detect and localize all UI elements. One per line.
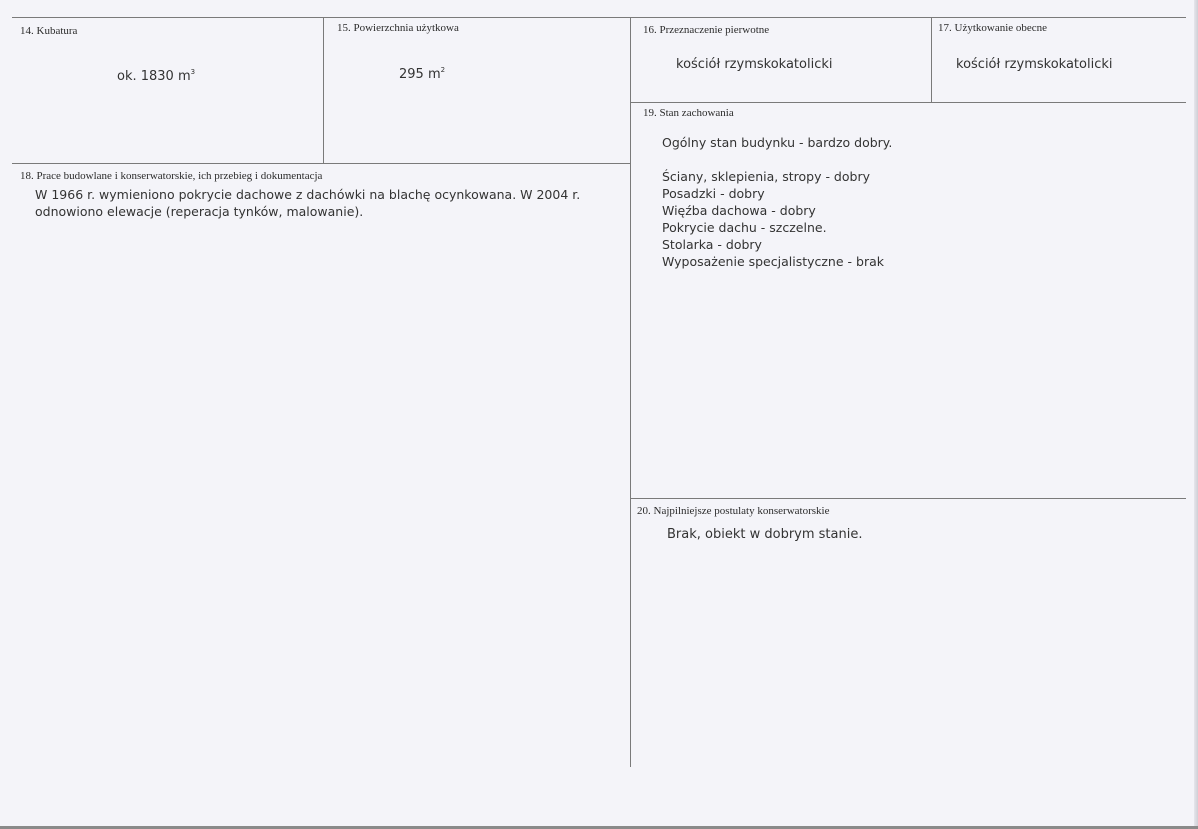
postulaty-value: Brak, obiekt w dobrym stanie. bbox=[667, 527, 863, 542]
top-border-line bbox=[12, 17, 1186, 18]
prace-line: odnowiono elewacje (reperacja tynków, malowanie). bbox=[35, 204, 364, 219]
przeznaczenie-value: kościół rzymskokatolicki bbox=[676, 57, 833, 72]
prace-label: 18. Prace budowlane i konserwatorskie, ich przebieg i dokumentacja bbox=[20, 170, 323, 182]
divider-14-15 bbox=[323, 17, 324, 163]
divider-16-17 bbox=[931, 17, 932, 102]
line-under-16-17 bbox=[630, 102, 1186, 103]
kubatura-unit-sup: 3 bbox=[190, 68, 196, 76]
stan-item: Wyposażenie specjalistyczne - brak bbox=[662, 254, 884, 269]
powierzchnia-unit-sup: 2 bbox=[440, 66, 446, 74]
prace-text bbox=[35, 186, 625, 220]
uzytkowanie-label: 17. Użytkowanie obecne bbox=[938, 22, 1048, 34]
line-above-20 bbox=[630, 498, 1186, 499]
stan-label: 19. Stan zachowania bbox=[643, 107, 734, 119]
stan-item: Pokrycie dachu - szczelne. bbox=[662, 220, 827, 235]
stan-general: Ogólny stan budynku - bardzo dobry. bbox=[662, 135, 893, 150]
powierzchnia-label: 15. Powierzchnia użytkowa bbox=[337, 22, 459, 34]
stan-item: Stolarka - dobry bbox=[662, 237, 762, 252]
powierzchnia-value bbox=[399, 66, 445, 82]
uzytkowanie-value: kościół rzymskokatolicki bbox=[956, 57, 1113, 72]
przeznaczenie-label: 16. Przeznaczenie pierwotne bbox=[643, 24, 770, 36]
stan-items-list bbox=[662, 168, 884, 270]
stan-item: Posadzki - dobry bbox=[662, 186, 765, 201]
line-above-18 bbox=[12, 163, 630, 164]
stan-item: Ściany, sklepienia, stropy - dobry bbox=[662, 169, 870, 184]
powierzchnia-value-text: 295 m bbox=[399, 67, 441, 82]
kubatura-value-text: ok. 1830 m bbox=[117, 69, 191, 84]
paper-edge-shadow bbox=[1194, 0, 1198, 829]
postulaty-label: 20. Najpilniejsze postulaty konserwatorskie bbox=[637, 505, 830, 517]
kubatura-value bbox=[117, 68, 195, 84]
kubatura-label: 14. Kubatura bbox=[20, 25, 78, 37]
divider-main bbox=[630, 17, 631, 767]
prace-line: W 1966 r. wymieniono pokrycie dachowe z dachówki na blachę ocynkowana. W 2004 r. bbox=[35, 187, 581, 202]
stan-item: Więźba dachowa - dobry bbox=[662, 203, 816, 218]
